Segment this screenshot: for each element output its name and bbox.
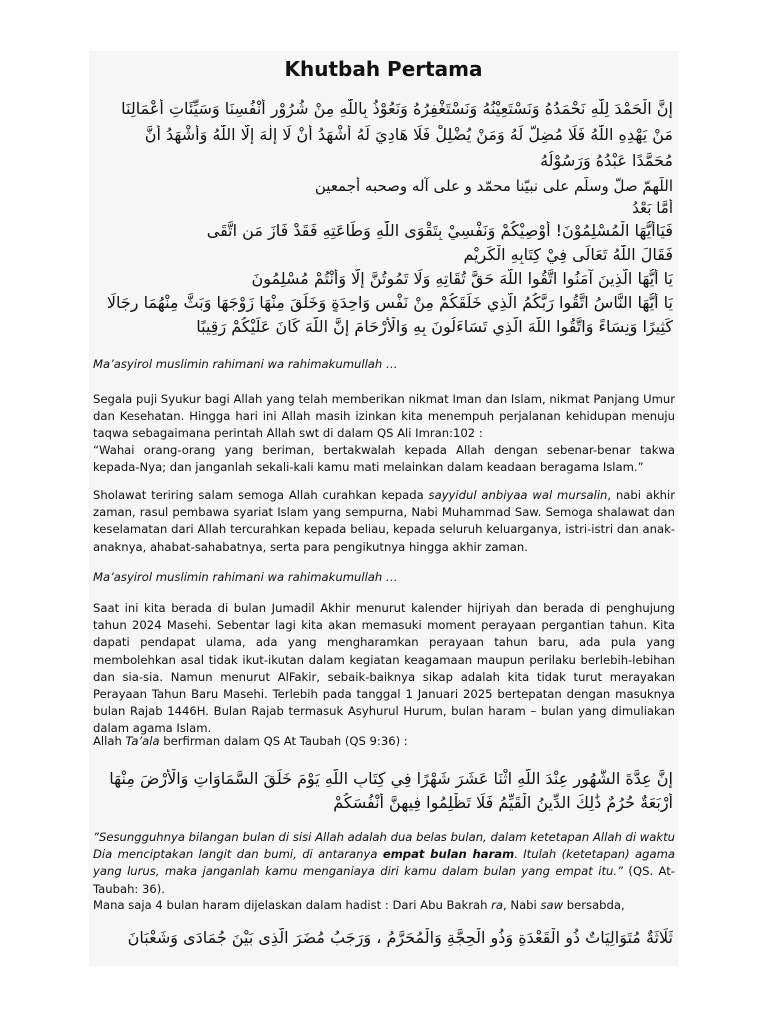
paragraph-2: [93, 487, 675, 556]
arabic-opening-line-9: يَا أَيُّهَا النَّاسُ اتَّقُوا رَبَّكُمُ الَّذِي خَلَقَكُمْ مِنْ نَفْسٍ وَاحِدَةٍ وَخَلَقَ مِنْهَا زَوْجَهَا وَبَثَّ مِنْهُمَا رِجَالًا: [106, 293, 673, 312]
arabic-surah-line-2: أَرْبَعَةٌ حُرُمٌ ذَٰلِكَ الدِّينُ الْقَيِّمُ فَلَا تَظْلِمُوا فِيهِنَّ أَنْفُسَكُمْ: [333, 793, 673, 812]
arabic-opening-line-1: إِنَّ الْحَمْدَ لِلّٰهِ نَحْمَدُهُ وَنَسْتَعِيْنُهُ وَنَسْتَغْفِرُهُ وَنَعُوْذُ بِاللّٰهِ مِنْ شُرُوْرِ أَنْفُسِنَا وَسَيِّئَاتِ أَعْمَالِنَا: [121, 99, 673, 118]
allah-text-a: Allah: [93, 734, 126, 748]
quote-2-bold: empat bulan haram: [382, 847, 515, 862]
document-page: [89, 51, 678, 966]
paragraph-2-text-b: , nabi akhir zaman, rasul pembawa syariat Islam yang sempurna, Nabi Muhammad Saw. Semoga shalawat dan keselamatan dari Allah tercurahkan kepada beliau, kepada seluruh keluarganya, istri-istri dan anak-anaknya, ahabat-sahabatnya, serta para pengikutnya hingga akhir zaman.: [93, 488, 676, 554]
arabic-opening-line-2: مَنْ يَهْدِهِ اللّٰهُ فَلَا مُضِلَّ لَهُ وَمَنْ يُضْلِلْ فَلَا هَادِيَ لَهُ أَشْهَدُ أَنْ لَا إِلٰهَ إِلَّا اللّٰهُ وَأَشْهَدُ أَنَّ: [144, 125, 673, 144]
paragraph-4-saw: saw: [540, 898, 564, 912]
arabic-opening-line-8: يَا أَيُّهَا الَّذِينَ آمَنُوا اتَّقُوا اللَّهَ حَقَّ تُقَاتِهِ وَلَا تَمُوتُنَّ إِلَّا وَأَنْتُمْ مُسْلِمُونَ: [251, 269, 673, 288]
paragraph-4-text-a: Mana saja 4 bulan haram dijelaskan dalam hadist : Dari Abu Bakrah: [93, 898, 492, 912]
paragraph-4-text-b: , Nabi: [503, 898, 541, 912]
arabic-opening-line-7: فَقَالَ اللّٰهُ تَعَالَى فِيْ كِتَابِهِ الْكَرِيْمِ: [463, 245, 673, 264]
allah-firman-line: [93, 733, 675, 750]
quote-2-text-a: ”Sesungguhnya bilangan bulan di sisi Allah adalah dua belas bulan, dalam ketetapan Allah di waktu Dia menciptakan langit dan bumi, di antaranya: [93, 830, 675, 862]
greeting-2: Ma’asyirol muslimin rahimani wa rahimakumullah …: [93, 570, 398, 584]
arabic-opening-line-4: اللّهمّ صلّ وسلّم على نبيّنا محمّد و على آله وصحبه أجمعين: [314, 177, 673, 195]
greeting-1: Ma’asyirol muslimin rahimani wa rahimakumullah …: [93, 357, 398, 371]
page-title: Khutbah Pertama: [284, 57, 483, 81]
paragraph-4-ra: ra: [491, 898, 504, 912]
paragraph-1: Segala puji Syukur bagi Allah yang telah memberikan nikmat Iman dan Islam, nikmat Panjang Umur dan Kesehatan. Hingga hari ini Allah masih izinkan kita menempuh perjalanan kehidupan menuju taqwa sebagaimana perintah Allah swt di dalam QS Ali Imran:102 :: [93, 392, 675, 441]
paragraph-2-text-a: Sholawat teriring salam semoga Allah curahkan kepada: [93, 488, 429, 502]
quote-at-taubah: [93, 829, 675, 898]
arabic-surah-line-1: إِنَّ عِدَّةَ الشُّهُورِ عِنْدَ اللَّهِ اثْنَا عَشَرَ شَهْرًا فِي كِتَابِ اللَّهِ يَوْمَ خَلَقَ السَّمَاوَاتِ وَالْأَرْضَ مِنْهَا: [109, 769, 673, 788]
quote-ali-imran: “Wahai orang-orang yang beriman, bertakwalah kepada Allah dengan sebenar-benar takwa kepada-Nya; dan janganlah sekali-kali kamu mati melainkan dalam keadaan beragama Islam.”: [93, 443, 675, 475]
allah-italic: Ta’ala: [125, 734, 160, 748]
arabic-opening-line-10: كَثِيرًا وَنِسَاءً وَاتَّقُوا اللَّهَ الَّذِي تَسَاءَلُونَ بِهِ وَالْأَرْحَامَ إِنَّ اللَّهَ كَانَ عَلَيْكُمْ رَقِيبًا: [196, 317, 673, 336]
allah-text-b: berfirman dalam QS At Taubah (QS 9:36) :: [159, 734, 408, 748]
arabic-hadith-line: ثَلَاثَةٌ مُتَوَالِيَاتٌ ذُو الْقَعْدَةِ وَذُو الْحِجَّةِ وَالْمُحَرَّمُ ، وَرَجَبُ مُضَرَ الَّذِى بَيْنَ جُمَادَى وَشَعْبَانَ: [127, 928, 673, 947]
arabic-opening-line-5: أَمَّا بَعْدُ: [632, 199, 673, 217]
paragraph-2-italic: sayyidul anbiyaa wal mursalin: [428, 488, 608, 502]
quote-2-reference: (QS. At-Taubah: 36).: [93, 864, 675, 896]
quote-2-text-b: . Itulah (ketetapan) agama yang lurus, maka janganlah kamu menganiaya diri kamu dalam bulan yang empat itu.”: [93, 847, 676, 879]
paragraph-4-text-c: bersabda,: [563, 898, 625, 912]
paragraph-3: Saat ini kita berada di bulan Jumadil Akhir menurut kalender hijriyah dan berada di penghujung tahun 2024 Masehi. Sebentar lagi kita akan memasuki moment perayaan pergantian tahun. Kita dapati pendapat ulama, ada yang mengharamkan perayaan tahun baru, ada pula yang membolehkan asal tidak ikut-ikutan dalam kegiatan keagamaan maupun perilaku berlebih-lebihan dan sia-sia. Namun menurut AlFakir, sebaik-baiknya sikap adalah kita tidak turut merayakan Perayaan Tahun Baru Masehi. Terlebih pada tanggal 1 Januari 2025 bertepatan dengan masuknya bulan Rajab 1446H. Bulan Rajab termasuk Asyhurul Hurum, bulan haram – bulan yang dimuliakan dalam agama Islam.: [93, 601, 675, 736]
arabic-opening-line-6: فَيَاأَيُّهَا الْمُسْلِمُوْنَ! أُوْصِيْكُمْ وَنَفْسِيْ بِتَقْوَى اللّٰهِ وَطَاعَتِهِ فَقَدْ فَازَ مَنِ اتَّقَى: [206, 221, 673, 240]
paragraph-4: [93, 897, 675, 914]
arabic-opening-line-3: مُحَمَّدًا عَبْدُهُ وَرَسُوْلُهُ: [540, 151, 673, 170]
